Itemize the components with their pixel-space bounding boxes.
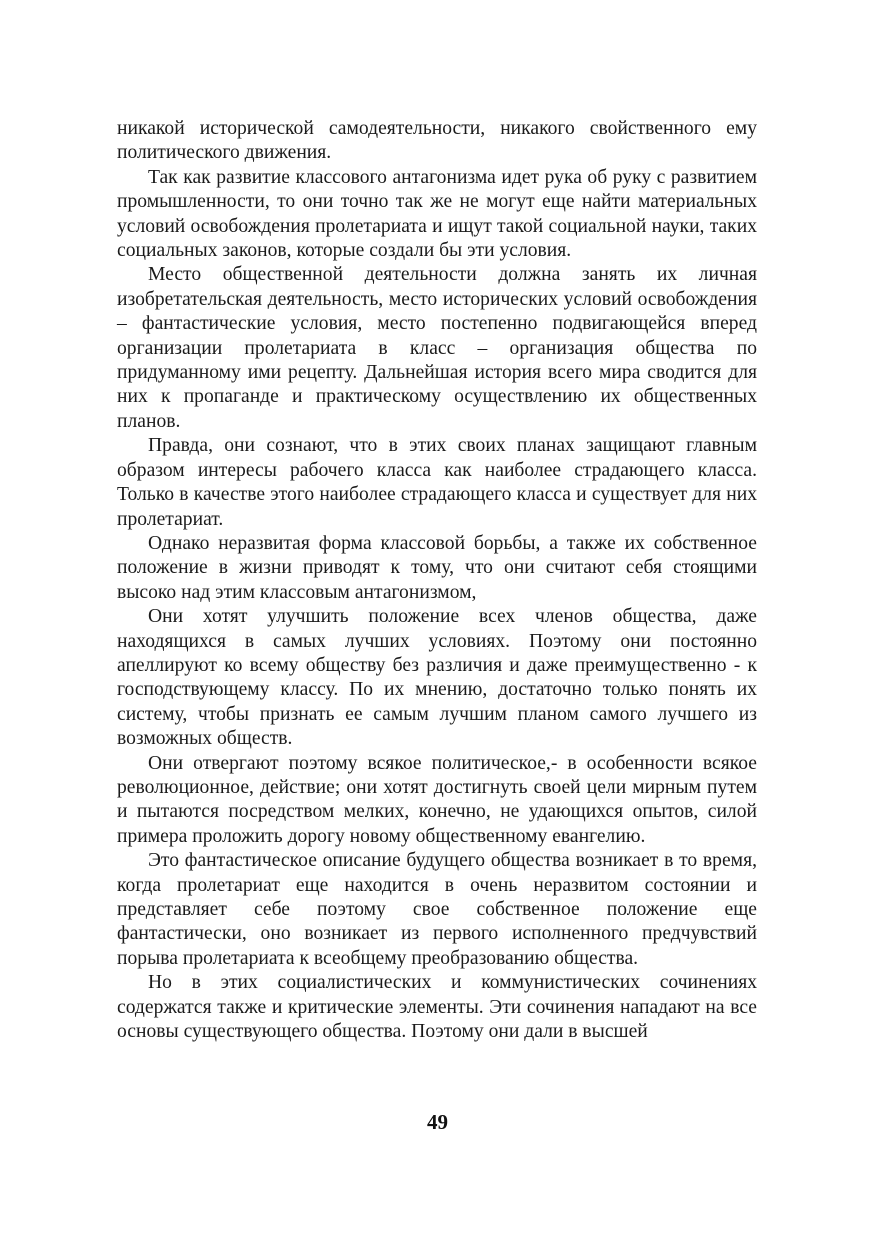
paragraph: Так как развитие классового антагонизма идет рука об руку с развитием промышленности, то они точно так же не могут еще найти материальных условий освобождения пролетариата и ищут такой социальной науки, таких социальных законов, которые создали бы эти условия.: [117, 166, 757, 262]
paragraph: Но в этих социалистических и коммунистических сочинениях содержатся также и критические элементы. Эти сочинения нападают на все основы существующего общества. Поэтому они дали в высшей: [117, 972, 757, 1043]
paragraph: Они отвергают поэтому всякое политическое,- в особенности всякое революционное, действие; они хотят достигнуть своей цели мирным путем и пытаются посредством мелких, конечно, не удающихся опытов, силой примера проложить дорогу новому общественному евангелию.: [117, 752, 757, 847]
body-text: [117, 117, 757, 1044]
paragraph: Правда, они сознают, что в этих своих планах защищают главным образом интересы рабочего класса как наиболее страдающего класса. Только в качестве этого наиболее страдающего класса и существует для них пролетариат.: [117, 435, 757, 530]
paragraph: Они хотят улучшить положение всех членов общества, даже находящихся в самых лучших условиях. Поэтому они постоянно апеллируют ко всему обществу без различия и даже преимущественно - к господствующему классу. По их мнению, достаточно только понять их систему, чтобы признать ее самым лучшим планом самого лучшего из возможных обществ.: [117, 606, 757, 750]
paragraph: Место общественной деятельности должна занять их личная изобретательская деятельность, место исторических условий освобождения – фантастические условия, место постепенно подвигающейся вперед организации пролетариата в класс – организация общества по придуманному ими рецепту. Дальнейшая история всего мира сводится для них к пропаганде и практическому осуществлению их общественных планов.: [117, 264, 757, 432]
paragraph: Однако неразвитая форма классовой борьбы, а также их собственное положение в жизни приводят к тому, что они считают себя стоящими высоко над этим классовым антагонизмом,: [117, 532, 757, 603]
page-number: 49: [427, 1110, 448, 1134]
paragraph: Это фантастическое описание будущего общества возникает в то время, когда пролетариат еще находится в очень неразвитом состоянии и представляет себе поэтому свое собственное положение еще фантастически, оно возникает из первого исполненного предчувствий порыва пролетариата к всеобщему преобразованию общества.: [117, 850, 757, 969]
paragraph-continuation: никакой исторической самодеятельности, никакого свойственного ему политического движения.: [117, 118, 757, 164]
